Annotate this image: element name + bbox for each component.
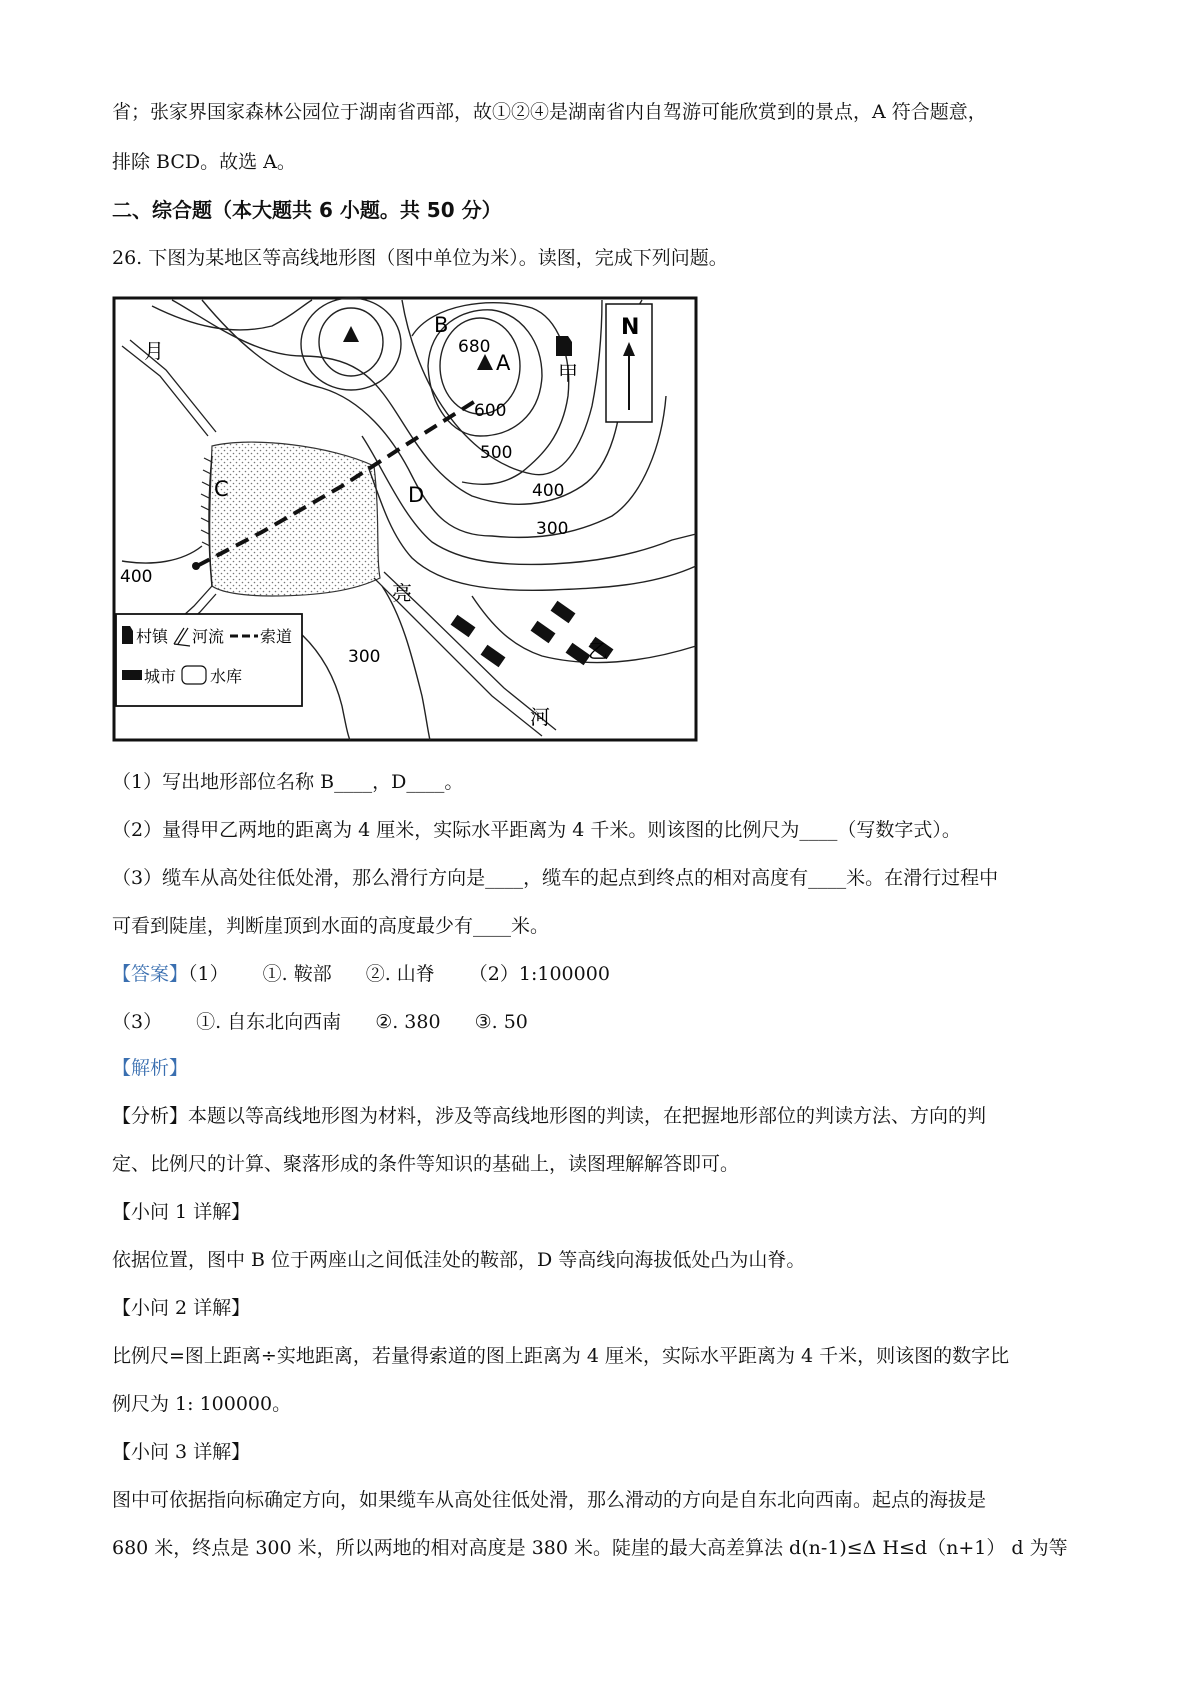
section-title: 二、综合题（本大题共 6 小题。共 50 分）	[112, 198, 502, 222]
answer-1-prefix: （1）	[188, 963, 229, 985]
answer-line-2	[112, 1008, 1102, 1036]
label-he: 河	[530, 705, 550, 729]
label-a: A	[496, 351, 511, 375]
question-1: （1）写出地形部位名称 B____，D____。	[112, 771, 464, 793]
question-stem: 26. 下图为某地区等高线地形图（图中单位为米）。读图，完成下列问题。	[112, 247, 728, 269]
label-liang: 亮	[392, 581, 412, 605]
subquestion-3-title: 【小问 3 详解】	[112, 1441, 251, 1463]
subquestion-2-line-1: 比例尺=图上距离÷实地距离，若量得索道的图上距离为 4 厘米，实际水平距离为 4 千米，则该图的数字比	[112, 1345, 1010, 1367]
label-d: D	[408, 483, 425, 507]
answer-1-1: ①. 鞍部	[262, 963, 332, 985]
label-c: C	[214, 477, 229, 501]
contour-500: 500	[480, 443, 513, 463]
label-jia: 甲	[558, 361, 578, 385]
contour-400: 400	[532, 481, 565, 501]
reservoir	[210, 442, 380, 596]
subquestion-1-text: 依据位置，图中 B 位于两座山之间低洼处的鞍部，D 等高线向海拔低处凸为山脊。	[112, 1249, 806, 1271]
contour-600: 600	[474, 401, 507, 421]
analysis-tag: 【解析】	[112, 1057, 189, 1079]
legend-village: 村镇	[136, 627, 169, 646]
answer-tag: 【答案】	[112, 963, 189, 985]
question-3-line-2: 可看到陡崖，判断崖顶到水面的高度最少有____米。	[112, 915, 550, 937]
answer-3-prefix: （3）	[112, 1011, 163, 1033]
answer-3-2: ②. 380	[375, 1011, 441, 1033]
subquestion-3-line-2: 680 米，终点是 300 米，所以两地的相对高度是 380 米。陡崖的最大高差算法 d(n-1)≤Δ H≤d（n+1） d 为等	[112, 1537, 1068, 1559]
cableway-end-point	[192, 562, 200, 570]
contour-300-bottom: 300	[348, 647, 381, 667]
contour-map	[112, 296, 698, 742]
label-yi: 乙	[588, 639, 608, 663]
answer-3-1: ①. 自东北向西南	[196, 1011, 342, 1033]
answer-1-2: ②. 山脊	[365, 963, 435, 985]
map-legend	[116, 614, 302, 706]
legend-village-icon	[122, 626, 133, 644]
answer-3-3: ③. 50	[474, 1011, 528, 1033]
question-2: （2）量得甲乙两地的距离为 4 厘米，实际水平距离为 4 千米。则该图的比例尺为____（写数字式）。	[112, 819, 961, 841]
answer-2: （2）1:100000	[468, 963, 610, 985]
contour-400-left: 400	[120, 567, 153, 587]
legend-cableway: 索道	[260, 627, 293, 646]
subquestion-2-title: 【小问 2 详解】	[112, 1297, 251, 1319]
contour-300: 300	[536, 519, 569, 539]
label-yue: 月	[144, 339, 164, 363]
village-symbol-jia	[556, 336, 572, 356]
legend-city-icon	[122, 670, 142, 680]
intro-line-1: 省；张家界国家森林公园位于湖南省西部，故①②④是湖南省内自驾游可能欣赏到的景点，A 符合题意，	[112, 101, 987, 123]
subquestion-3-line-1: 图中可依据指向标确定方向，如果缆车从高处往低处滑，那么滑动的方向是自东北向西南。起点的海拔是	[112, 1489, 987, 1511]
answer-line-1	[112, 960, 1102, 988]
subquestion-2-line-2: 例尺为 1: 100000。	[112, 1393, 292, 1415]
label-b: B	[434, 313, 449, 337]
subquestion-1-title: 【小问 1 详解】	[112, 1201, 251, 1223]
contour-680: 680	[458, 337, 491, 357]
analysis-fenxi-line-2: 定、比例尺的计算、聚落形成的条件等知识的基础上，读图理解解答即可。	[112, 1153, 740, 1175]
legend-reservoir-icon	[182, 666, 206, 684]
analysis-fenxi-line-1: 【分析】本题以等高线地形图为材料，涉及等高线地形图的判读，在把握地形部位的判读方法、方向的判	[112, 1105, 987, 1127]
legend-city: 城市	[144, 667, 177, 686]
legend-reservoir: 水库	[210, 667, 243, 686]
question-3-line-1: （3）缆车从高处往低处滑，那么滑行方向是____，缆车的起点到终点的相对高度有____米。在滑行过程中	[112, 867, 999, 889]
legend-river: 河流	[192, 627, 225, 646]
intro-line-2: 排除 BCD。故选 A。	[112, 151, 296, 173]
north-label: N	[621, 315, 640, 340]
